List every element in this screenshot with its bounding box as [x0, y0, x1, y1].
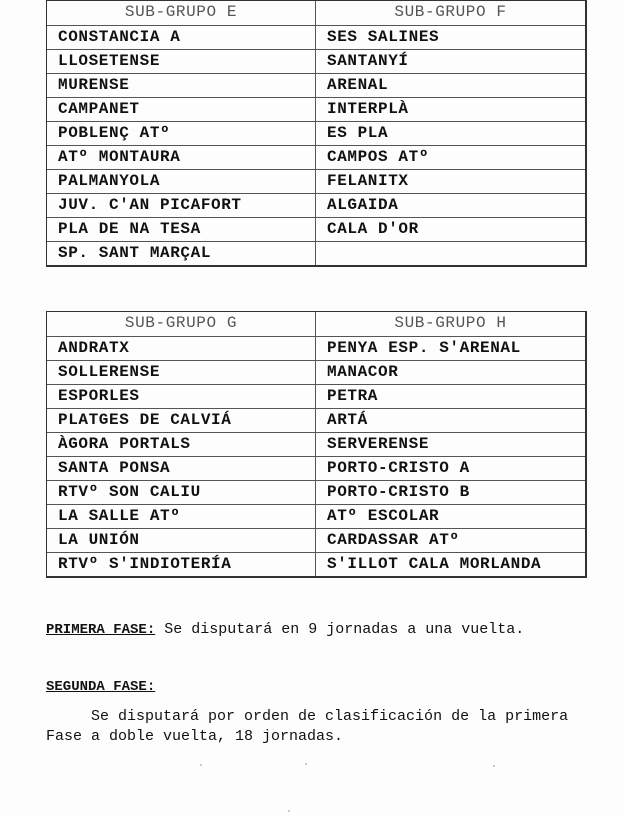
- table-row: [47, 432, 585, 456]
- team-cell: CAMPOS ATº: [327, 148, 430, 166]
- primera-fase-text: Se disputará en 9 jornadas a una vuelta.: [155, 621, 525, 638]
- table-row: [47, 121, 585, 145]
- team-cell: POBLENÇ ATº: [47, 122, 316, 145]
- column-header: SUB-GRUPO E: [47, 1, 316, 25]
- table-row: [47, 360, 585, 384]
- table-row: [47, 241, 585, 265]
- table-row: [47, 408, 585, 432]
- team-cell: S'ILLOT CALA MORLANDA: [327, 555, 542, 573]
- table-header-row: [47, 312, 585, 336]
- team-cell: PETRA: [327, 387, 379, 405]
- table-row: [47, 25, 585, 49]
- team-cell: PLA DE NA TESA: [47, 218, 316, 241]
- table-row: [47, 97, 585, 121]
- table-row: [47, 336, 585, 360]
- table-row: [47, 552, 585, 576]
- team-cell: SANTA PONSA: [47, 457, 316, 480]
- table-row: [47, 145, 585, 169]
- team-cell: LA UNIÓN: [47, 529, 316, 552]
- team-cell: SERVERENSE: [327, 435, 430, 453]
- table-row: [47, 528, 585, 552]
- team-cell: [316, 242, 585, 265]
- team-cell: INTERPLÀ: [327, 100, 409, 118]
- primera-fase-label: PRIMERA FASE:: [46, 622, 156, 638]
- scan-speck: [305, 763, 307, 765]
- team-cell: CARDASSAR ATº: [327, 531, 460, 549]
- team-cell: LA SALLE ATº: [47, 505, 316, 528]
- team-cell: CALA D'OR: [327, 220, 419, 238]
- team-cell: SP. SANT MARÇAL: [47, 242, 316, 265]
- table-row: [47, 193, 585, 217]
- team-cell: PORTO-CRISTO A: [327, 459, 470, 477]
- team-cell: JUV. C'AN PICAFORT: [47, 194, 316, 217]
- table-row: [47, 504, 585, 528]
- team-cell: CONSTANCIA A: [47, 26, 316, 49]
- table-row: [47, 480, 585, 504]
- team-cell: ÀGORA PORTALS: [47, 433, 316, 456]
- table-row: [47, 73, 585, 97]
- subgroup-ef-table: [46, 0, 587, 267]
- subgroup-gh-table: [46, 311, 587, 578]
- team-cell: SES SALINES: [327, 28, 440, 46]
- team-cell: PORTO-CRISTO B: [327, 483, 470, 501]
- segunda-fase-line-2: Fase a doble vuelta, 18 jornadas.: [46, 728, 344, 745]
- team-cell: ESPORLES: [47, 385, 316, 408]
- team-cell: MANACOR: [327, 363, 399, 381]
- team-cell: PLATGES DE CALVIÁ: [47, 409, 316, 432]
- team-cell: SANTANYÍ: [327, 52, 409, 70]
- table-row: [47, 456, 585, 480]
- segunda-fase-label: SEGUNDA FASE:: [46, 679, 156, 695]
- column-header: SUB-GRUPO F: [394, 3, 507, 21]
- table-row: [47, 169, 585, 193]
- team-cell: LLOSETENSE: [47, 50, 316, 73]
- team-cell: ARENAL: [327, 76, 389, 94]
- team-cell: ARTÁ: [327, 411, 368, 429]
- column-header: SUB-GRUPO G: [47, 312, 316, 336]
- scan-speck: [493, 765, 495, 767]
- segunda-fase-heading: [46, 677, 591, 697]
- segunda-fase-line-1: Se disputará por orden de clasificación de la primera: [46, 708, 569, 725]
- team-cell: RTVº SON CALIU: [47, 481, 316, 504]
- team-cell: ATº ESCOLAR: [327, 507, 440, 525]
- team-cell: PALMANYOLA: [47, 170, 316, 193]
- team-cell: ALGAIDA: [327, 196, 399, 214]
- team-cell: FELANITX: [327, 172, 409, 190]
- scan-speck: [200, 764, 202, 766]
- scan-speck: [288, 810, 290, 812]
- table-row: [47, 217, 585, 241]
- column-header: SUB-GRUPO H: [394, 314, 507, 332]
- team-cell: ES PLA: [327, 124, 389, 142]
- team-cell: ANDRATX: [47, 337, 316, 360]
- team-cell: RTVº S'INDIOTERÍA: [47, 553, 316, 576]
- team-cell: CAMPANET: [47, 98, 316, 121]
- team-cell: PENYA ESP. S'ARENAL: [327, 339, 521, 357]
- table-header-row: [47, 1, 585, 25]
- table-row: [47, 49, 585, 73]
- table-row: [47, 384, 585, 408]
- primera-fase-paragraph: [46, 620, 591, 640]
- team-cell: MURENSE: [47, 74, 316, 97]
- team-cell: ATº MONTAURA: [47, 146, 316, 169]
- team-cell: SOLLERENSE: [47, 361, 316, 384]
